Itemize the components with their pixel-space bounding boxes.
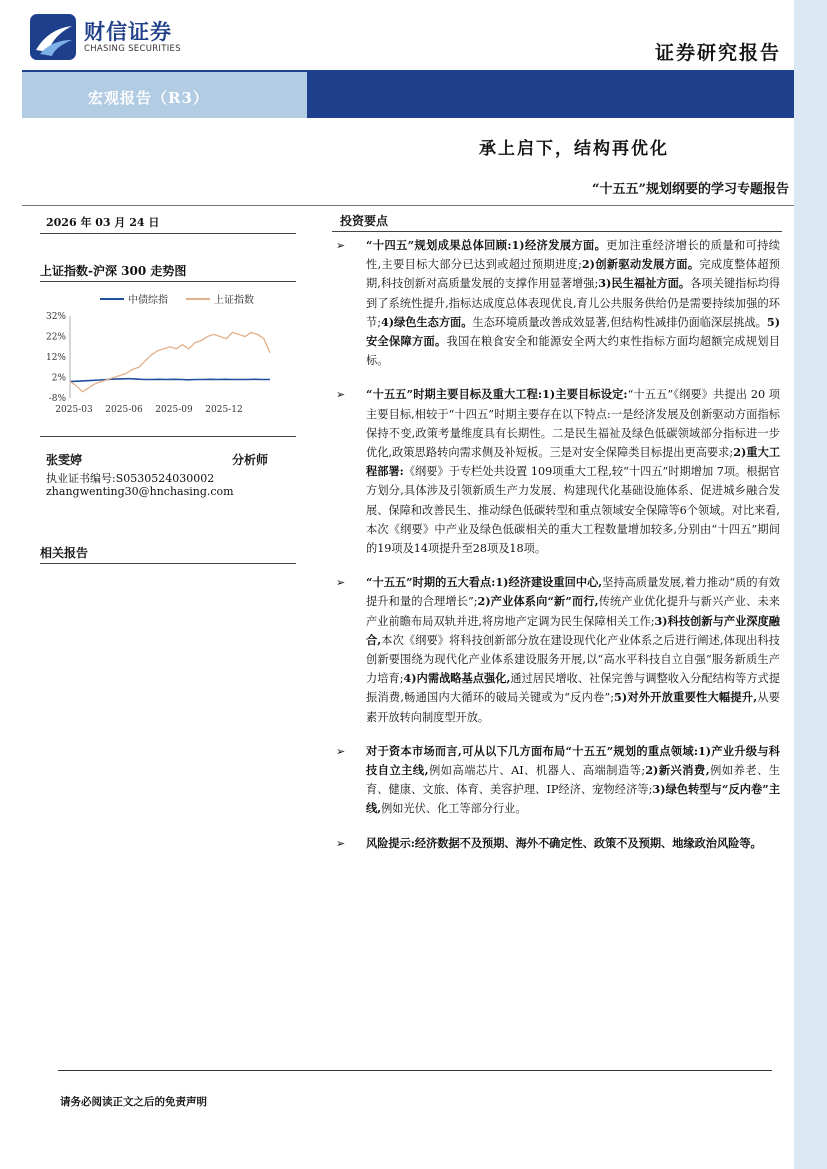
analyst-email[interactable]: zhangwenting30@hnchasing.com bbox=[46, 485, 234, 498]
point-text: 《纲要》于专栏处共设置 109项重大工程,较“十四五”时期增加 7项。根据官方划分,具体涉及引领新质生产力发展、构建现代化基础设施体系、促进城乡融合发展、保障和改善民生、推动绿色低碳转型和重点领域安全保障等6个领域。对比来看,本次《纲要》中产业及绿色低碳相关的重大工程数量增加较多,分别由“十四五”期间的19项及14项提升至28项及18项。 bbox=[366, 465, 780, 556]
point-text: 例如养老、生育、健康、文旅、体育、美容护理、IP经济、宠物经济等; bbox=[366, 764, 780, 797]
chart-heading-rule bbox=[40, 281, 296, 282]
point-text: 完成度整体超预期,科技创新对高质量发展的支撑作用显著增强; bbox=[366, 258, 780, 291]
report-main-title: 承上启下，结构再优化 bbox=[479, 139, 669, 159]
point-text: 生态环境质量改善成效显著,但结构性减排仍面临深层挑战。 bbox=[472, 315, 767, 329]
x-tick-label: 2025-09 bbox=[155, 405, 193, 415]
investment-point-3 bbox=[332, 573, 780, 727]
related-reports-rule bbox=[40, 563, 296, 564]
x-tick-label: 2025-03 bbox=[55, 405, 93, 415]
y-tick-label: 22% bbox=[45, 332, 66, 343]
point-emphasis: 2)产业体系向“新”而行, bbox=[477, 594, 599, 609]
point-text: 我国在粮食安全和能源安全两大约束性指标方面均超额完成规划目标。 bbox=[366, 335, 780, 368]
bullet-arrow-icon: ➢ bbox=[336, 576, 346, 590]
y-tick-label: -8% bbox=[48, 394, 66, 404]
point-text: 传统产业优化提升与新兴产业、未来产业前瞻布局双轨并进,将房地产定调为民生保障相关工作; bbox=[366, 595, 780, 628]
point-text: 坚持高质量发展,着力推动“质的有效提升和量的合理增长”; bbox=[366, 576, 780, 609]
subtitle-rule bbox=[22, 205, 794, 206]
point-text: 从要素开放转向制度型开放。 bbox=[366, 691, 780, 724]
disclaimer-note: 请务必阅读正文之后的免责声明 bbox=[60, 1096, 207, 1108]
point-text: 更加注重经济增长的质量和可持续性,主要目标大部分已达到或超过预期进度; bbox=[366, 239, 780, 272]
point-emphasis: 3)科技创新与产业深度融合, bbox=[366, 613, 780, 647]
point-emphasis: 2)新兴消费, bbox=[645, 763, 710, 778]
report-date: 2026 年 03 月 24 日 bbox=[46, 216, 160, 229]
point-emphasis: 4)绿色生态方面。 bbox=[380, 314, 473, 329]
investment-points-rule bbox=[332, 231, 782, 232]
banner-right bbox=[307, 72, 794, 118]
point-text: 例如光伏、化工等部分行业。 bbox=[381, 802, 527, 816]
y-tick-label: 2% bbox=[51, 373, 66, 384]
point-emphasis: 对于资本市场而言,可从以下几方面布局“十五五”规划的重点领域:1)产业升级与科技自立主线, bbox=[366, 743, 780, 778]
date-rule bbox=[40, 233, 296, 234]
y-tick-label: 12% bbox=[45, 353, 66, 363]
brand-name-en: CHASING SECURITIES bbox=[84, 44, 181, 54]
series-line-bond-index bbox=[70, 379, 270, 382]
point-text: 本次《纲要》将科技创新部分放在建设现代化产业体系之后进行阐述,体现出科技创新要围绕为现代化产业体系建设服务开展,以“高水平科技自立自强”服务新质生产力培育; bbox=[366, 633, 780, 686]
point-emphasis: 5)对外开放重要性大幅提升, bbox=[614, 690, 758, 705]
x-tick-label: 2025-12 bbox=[205, 405, 243, 415]
point-text: 例如高端芯片、AI、机器人、高端制造等; bbox=[428, 764, 646, 778]
analyst-cert-number: 执业证书编号:S0530524030002 bbox=[46, 472, 215, 485]
series-line-shanghai-index bbox=[70, 332, 270, 391]
point-emphasis: “十四五”规划成果总体回顾:1)经济发展方面。 bbox=[366, 238, 607, 252]
index-trend-chart bbox=[30, 284, 290, 424]
report-type-label: 证券研究报告 bbox=[654, 42, 781, 64]
bullet-arrow-icon: ➢ bbox=[336, 239, 346, 252]
investment-points-list bbox=[332, 236, 780, 868]
point-emphasis: “十五五”时期主要目标及重大工程:1)主要目标设定: bbox=[366, 387, 628, 402]
investment-points-heading: 投资要点 bbox=[340, 214, 389, 228]
banner-title: 宏观报告（R3） bbox=[88, 89, 209, 107]
point-text: “十五五”《纲要》共提出 20 项主要目标,相较于“十四五”时期主要存在以下特点:一是经济发展及创新驱动方面指标保持不变,政策考量维度具有长期性。二是民生福祉及绿色低碳领域部分指标进一步优化,政策思路转向需求侧及补短板。三是对安全保障类目标提出更高要求; bbox=[366, 388, 780, 460]
point-emphasis: 5)安全保障方面。 bbox=[366, 314, 780, 349]
investment-point-2 bbox=[332, 385, 780, 558]
point-emphasis: 4)内需战略基点强化, bbox=[403, 671, 511, 686]
investment-point-4 bbox=[332, 742, 780, 819]
legend-label: 中债综指 bbox=[128, 295, 168, 306]
index-chart-heading: 上证指数-沪深 300 走势图 bbox=[40, 264, 187, 278]
right-margin-strip bbox=[794, 0, 827, 1169]
analyst-name: 张雯婷 bbox=[46, 453, 83, 467]
point-text: 各项关键指标均得到了系统性提升,指标达成度总体表现优良,育儿公共服务供给仍是需要持续加强的环节; bbox=[366, 277, 781, 329]
point-emphasis: 3)绿色转型与“反内卷”主线, bbox=[366, 782, 781, 816]
bullet-arrow-icon: ➢ bbox=[336, 836, 346, 850]
related-reports-heading: 相关报告 bbox=[40, 546, 89, 560]
investment-point-1 bbox=[332, 236, 780, 370]
bullet-arrow-icon: ➢ bbox=[336, 744, 346, 758]
analyst-role: 分析师 bbox=[232, 453, 269, 467]
chasing-securities-logo bbox=[30, 14, 76, 60]
brand-name-cn: 财信证券 bbox=[84, 20, 172, 44]
report-subtitle: “十五五”规划纲要的学习专题报告 bbox=[592, 182, 789, 197]
point-emphasis: “十五五”时期的五大看点:1)经济建设重回中心, bbox=[366, 575, 603, 590]
x-tick-label: 2025-06 bbox=[105, 405, 143, 415]
point-text: 通过居民增收、社保完善与调整收入分配结构等方式提振消费,畅通国内大循环的破局关键或为“反内卷”; bbox=[366, 672, 780, 705]
bullet-arrow-icon: ➢ bbox=[336, 388, 346, 402]
point-emphasis: 2)重大工程部署: bbox=[366, 445, 781, 479]
footer-rule bbox=[58, 1070, 772, 1071]
point-emphasis: 3)民生福祉方面。 bbox=[598, 276, 691, 291]
point-emphasis: 2)创新驱动发展方面。 bbox=[581, 257, 700, 272]
investment-point-5 bbox=[332, 834, 780, 853]
point-emphasis: 风险提示:经济数据不及预期、海外不确定性、政策不及预期、地缘政治风险等。 bbox=[366, 835, 762, 850]
chart-bottom-rule bbox=[40, 436, 296, 437]
legend-label: 上证指数 bbox=[214, 295, 254, 306]
y-tick-label: 32% bbox=[45, 312, 66, 322]
